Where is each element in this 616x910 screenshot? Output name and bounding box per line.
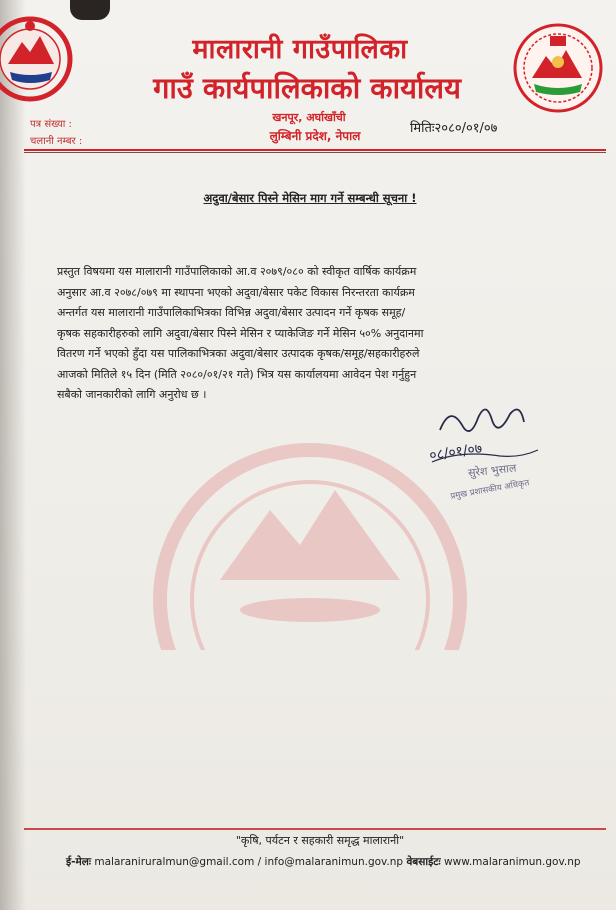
letter-date: मितिः२०८०/०१/०७ — [410, 121, 498, 136]
notice-title: अदुवा/बेसार पिस्ने मेसिन माग गर्ने सम्बन्धी सूचना ! — [203, 191, 417, 205]
province-line: लुम्बिनी प्रदेश, नेपाल — [269, 129, 361, 143]
office-name: गाउँ कार्यपालिकाको कार्यालय — [153, 71, 461, 105]
dispatch-no-label: चलानी नम्बर : — [30, 136, 83, 147]
notice-body — [57, 262, 569, 406]
ref-no-label: पत्र संख्या : — [30, 119, 72, 130]
footer-divider — [24, 828, 606, 830]
body-line: अन्तर्गत यस मालारानी गाउँपालिकाभित्रका विभिन्न अदुवा/बेसार उत्पादन गर्ने कृषक समूह/ — [57, 306, 406, 319]
body-line: सबैको जानकारीको लागि अनुरोध छ । — [57, 388, 207, 401]
website-label: वेबसाईटः — [406, 856, 441, 868]
email-label: ई-मेलः — [66, 856, 92, 868]
signature-date: ०८/०१/०७ — [428, 440, 484, 464]
org-name: मालारानी गाउँपालिका — [192, 34, 408, 65]
signer-title: प्रमुख प्रशासकीय अधिकृत — [449, 478, 531, 502]
scan-edge-shadow — [0, 0, 26, 910]
footer-slogan: "कृषि, पर्यटन र सहकारी समृद्ध मालारानी" — [235, 834, 405, 847]
signer-name: सुरेश भुसाल — [467, 461, 517, 480]
email-addresses[interactable]: malaraniruralmun@gmail.com / info@malaranimun.gov.np — [94, 856, 404, 868]
footer-contact — [66, 855, 606, 869]
municipality-seal-icon — [512, 22, 604, 114]
body-line: प्रस्तुत विषयमा यस मालारानी गाउँपालिकाको आ.व २०७९/०८० को स्वीकृत वार्षिक कार्यक्रम — [57, 265, 417, 278]
body-line: वितरण गर्ने भएको हुँदा यस पालिकाभित्रका अदुवा/बेसार उत्पादक कृषक/समूह/सहकारीहरुले — [57, 347, 420, 360]
address-line: खनपूर, अर्घाखाँची — [272, 111, 346, 124]
header-divider-thin — [24, 152, 606, 153]
nepal-emblem-icon — [0, 14, 82, 104]
body-line: आजको मितिले १५ दिन (मिति २०८०/०१/२१ गते) भित्र यस कार्यालयमा आवेदन पेश गर्नुहुन — [57, 367, 417, 381]
body-line: कृषक सहकारीहरुको लागि अदुवा/बेसार पिस्ने मेसिन र प्याकेजिङ गर्ने मेसिन ५०% अनुदानमा — [57, 326, 424, 340]
header-divider — [24, 149, 606, 151]
website-link[interactable]: www.malaranimun.gov.np — [444, 856, 581, 868]
body-line: अनुसार आ.व २०७८/०७९ मा स्थापना भएको अदुवा/बेसार पकेट विकास निरन्तरता कार्यक्रम — [57, 285, 415, 299]
